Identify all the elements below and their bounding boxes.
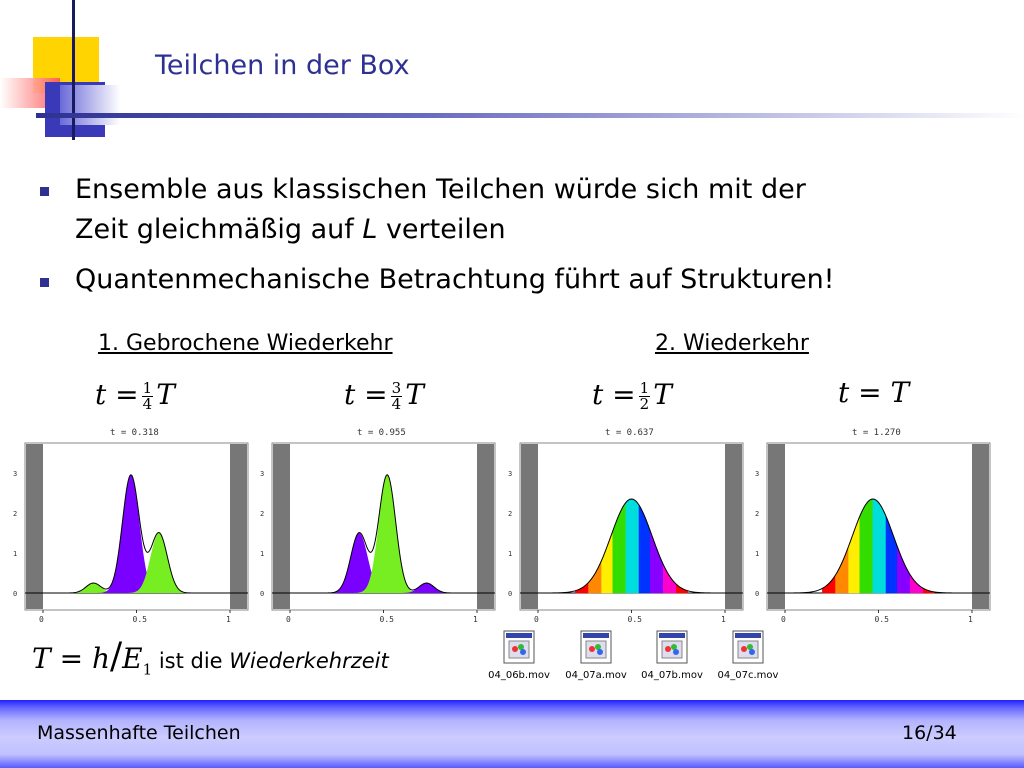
wavefunction-fill-stripe xyxy=(611,531,613,593)
wavefunction-fill-stripe xyxy=(843,556,845,593)
footer-title: Massenhafte Teilchen xyxy=(37,722,241,744)
x-tick-label: 0.5 xyxy=(132,615,147,624)
bullet-marker xyxy=(40,187,49,196)
wavefunction-fill-stripe xyxy=(615,521,617,593)
wavefunction-fill-stripe xyxy=(895,541,897,593)
y-tick-label: 3 xyxy=(508,470,513,478)
wavefunction-fill-stripe xyxy=(875,499,877,593)
plot-time-label: t = 0.318 xyxy=(110,428,159,438)
movie-file-icon[interactable] xyxy=(484,630,554,680)
y-tick-label: 2 xyxy=(755,510,760,518)
wavefunction-fill-stripe xyxy=(643,512,645,593)
y-tick-label: 2 xyxy=(260,510,265,518)
wavefunction-fill-stripe xyxy=(901,556,903,593)
wavefunction-fill-stripe xyxy=(654,541,656,593)
wavefunction-fill-stripe xyxy=(888,521,890,593)
x-tick-label: 0.5 xyxy=(874,615,889,624)
wavefunction-fill-stripe xyxy=(624,502,626,593)
plot-time-label: t = 0.637 xyxy=(605,428,654,438)
wavefunction-fill-stripe xyxy=(845,551,847,593)
box-wall-right xyxy=(725,444,742,609)
formula-half: t = $\frac{1}{2}$ T xyxy=(592,378,672,413)
bullet-text-1 xyxy=(75,170,975,250)
recurrence-time-formula: $T = h/E_1$ ist die Wiederkehrzeit xyxy=(32,636,389,679)
y-tick-label: 1 xyxy=(508,550,513,558)
box-wall-left xyxy=(273,444,290,609)
wavefunction-fill-stripe xyxy=(841,560,843,593)
y-tick-label: 0 xyxy=(13,590,18,598)
wavefunction-fill-stripe xyxy=(661,560,663,593)
y-tick-label: 0 xyxy=(755,590,760,598)
wavefunction-fill-stripe xyxy=(650,531,652,593)
wavefunction-fill-stripe xyxy=(632,499,634,593)
section-fractional-recurrence: 1. Gebrochene Wiederkehr xyxy=(98,331,393,356)
box-wall-left xyxy=(768,444,785,609)
bullet-1-line-2: Zeit gleichmäßig auf L verteilen xyxy=(75,214,506,245)
movie-file-name: 04_07a.mov xyxy=(565,670,627,681)
wavefunction-fill-stripe xyxy=(867,501,869,593)
x-tick-label: 1 xyxy=(721,615,726,624)
wavepacket-plot xyxy=(505,438,745,628)
wavepacket-plot xyxy=(10,438,250,628)
box-wall-left xyxy=(26,444,43,609)
wavepacket-plot xyxy=(257,438,497,628)
formula-quarter: t = $\frac{1}{4}$ T xyxy=(95,378,175,413)
wavefunction-fill-stripe xyxy=(622,505,624,593)
formula-full: t = T xyxy=(838,376,910,409)
wavefunction-fill-stripe xyxy=(607,541,609,593)
y-tick-label: 1 xyxy=(13,550,18,558)
wavefunction-fill-stripe xyxy=(617,516,619,593)
wavefunction-fill-stripe xyxy=(626,501,628,593)
wavefunction-fill-stripe xyxy=(635,501,637,593)
x-tick-label: 0 xyxy=(39,615,44,624)
wavefunction-fill-stripe xyxy=(903,560,905,593)
movie-icon xyxy=(503,630,535,664)
wavefunction-fill-stripe xyxy=(850,536,852,593)
y-tick-label: 0 xyxy=(508,590,513,598)
y-tick-label: 3 xyxy=(13,470,18,478)
wavefunction-fill-stripe xyxy=(860,512,862,593)
movie-file-name: 04_07c.mov xyxy=(717,670,779,681)
bullet-marker xyxy=(40,278,49,287)
wavefunction-fill-stripe xyxy=(652,536,654,593)
wavefunction-fill-stripe xyxy=(856,521,858,593)
wavefunction-fill-stripe xyxy=(660,556,662,593)
wavefunction-fill-stripe xyxy=(892,531,894,593)
x-tick-label: 0.5 xyxy=(627,615,642,624)
movie-icon xyxy=(656,630,688,664)
wavefunction-fill-stripe xyxy=(630,499,632,593)
formula-three-quarter: t = $\frac{3}{4}$ T xyxy=(344,378,424,413)
wavefunction-fill-stripe xyxy=(646,521,648,593)
x-tick-label: 0.5 xyxy=(379,615,394,624)
y-tick-label: 1 xyxy=(260,550,265,558)
y-tick-label: 3 xyxy=(260,470,265,478)
wavefunction-fill-stripe xyxy=(897,546,899,593)
bullet-text-2 xyxy=(75,260,975,300)
wavefunction-fill-stripe xyxy=(609,536,611,593)
plot-time-label: t = 1.270 xyxy=(852,428,901,438)
y-tick-label: 3 xyxy=(755,470,760,478)
wavefunction-fill-stripe xyxy=(899,551,901,593)
box-wall-right xyxy=(230,444,247,609)
slide-title: Teilchen in der Box xyxy=(155,50,410,81)
wavefunction-fill-stripe xyxy=(873,499,875,593)
wavefunction-fill-stripe xyxy=(613,526,615,593)
wavefunction-fill-stripe xyxy=(602,556,604,593)
wavefunction-fill-stripe xyxy=(886,516,888,593)
movie-icon xyxy=(732,630,764,664)
x-tick-label: 1 xyxy=(226,615,231,624)
corner-decoration xyxy=(0,0,130,140)
x-tick-label: 1 xyxy=(473,615,478,624)
wavefunction-fill-stripe xyxy=(847,546,849,593)
movie-file-name: 04_07b.mov xyxy=(641,670,703,681)
wavefunction-fill-stripe xyxy=(871,499,873,593)
wavefunction-fill-stripe xyxy=(852,531,854,593)
wavefunction-fill-stripe xyxy=(877,501,879,593)
wavefunction-fill-stripe xyxy=(605,546,607,593)
section-recurrence: 2. Wiederkehr xyxy=(655,331,809,356)
y-tick-label: 2 xyxy=(13,510,18,518)
page-number: 16/34 xyxy=(902,722,957,744)
wavefunction-fill-stripe xyxy=(893,536,895,593)
wavepacket-plot xyxy=(752,438,992,628)
y-tick-label: 1 xyxy=(755,550,760,558)
wavefunction-fill-stripe xyxy=(854,526,856,593)
box-wall-right xyxy=(477,444,494,609)
x-tick-label: 0 xyxy=(781,615,786,624)
wavefunction-fill-stripe xyxy=(879,502,881,593)
box-wall-left xyxy=(521,444,538,609)
y-tick-label: 0 xyxy=(260,590,265,598)
wavefunction-fill-stripe xyxy=(849,541,851,593)
wavefunction-fill-stripe xyxy=(633,499,635,593)
movie-icon xyxy=(580,630,612,664)
wavefunction-fill-stripe xyxy=(603,551,605,593)
wavefunction-fill-stripe xyxy=(869,499,871,593)
wavefunction-fill-stripe xyxy=(890,526,892,593)
bullet-1-line-1: Ensemble aus klassischen Teilchen würde sich mit der xyxy=(75,174,806,205)
box-wall-right xyxy=(972,444,989,609)
wavefunction-fill-stripe xyxy=(637,502,639,593)
y-tick-label: 2 xyxy=(508,510,513,518)
wavefunction-fill-stripe xyxy=(865,502,867,593)
wavefunction-fill-stripe xyxy=(862,508,864,593)
movie-file-icon[interactable] xyxy=(637,630,707,680)
wavefunction-fill-stripe xyxy=(658,551,660,593)
wavefunction-fill-stripe xyxy=(880,505,882,593)
wavefunction-fill-stripe xyxy=(645,516,647,593)
wavefunction-fill-stripe xyxy=(641,508,643,593)
wavefunction-fill-stripe xyxy=(620,508,622,593)
bullet-2-line-1: Quantenmechanische Betrachtung führt auf Strukturen! xyxy=(75,264,835,295)
wavefunction-fill-stripe xyxy=(882,508,884,593)
wavefunction-fill-stripe xyxy=(600,560,602,593)
movie-file-name: 04_06b.mov xyxy=(488,670,550,681)
wavefunction-fill-stripe xyxy=(648,526,650,593)
x-tick-label: 0 xyxy=(286,615,291,624)
wavefunction-fill-stripe xyxy=(618,512,620,593)
wavefunction-fill-stripe xyxy=(628,499,630,593)
wavefunction-fill-stripe xyxy=(884,512,886,593)
movie-file-icon[interactable] xyxy=(561,630,631,680)
wavefunction-fill-stripe xyxy=(656,546,658,593)
movie-file-icon[interactable] xyxy=(713,630,783,680)
wavefunction-fill-stripe xyxy=(858,516,860,593)
wavefunction-fill-stripe xyxy=(864,505,866,593)
x-tick-label: 1 xyxy=(968,615,973,624)
title-underline xyxy=(36,113,1024,118)
x-tick-label: 0 xyxy=(534,615,539,624)
wavefunction-fill-stripe xyxy=(639,505,641,593)
plot-time-label: t = 0.955 xyxy=(357,428,406,438)
